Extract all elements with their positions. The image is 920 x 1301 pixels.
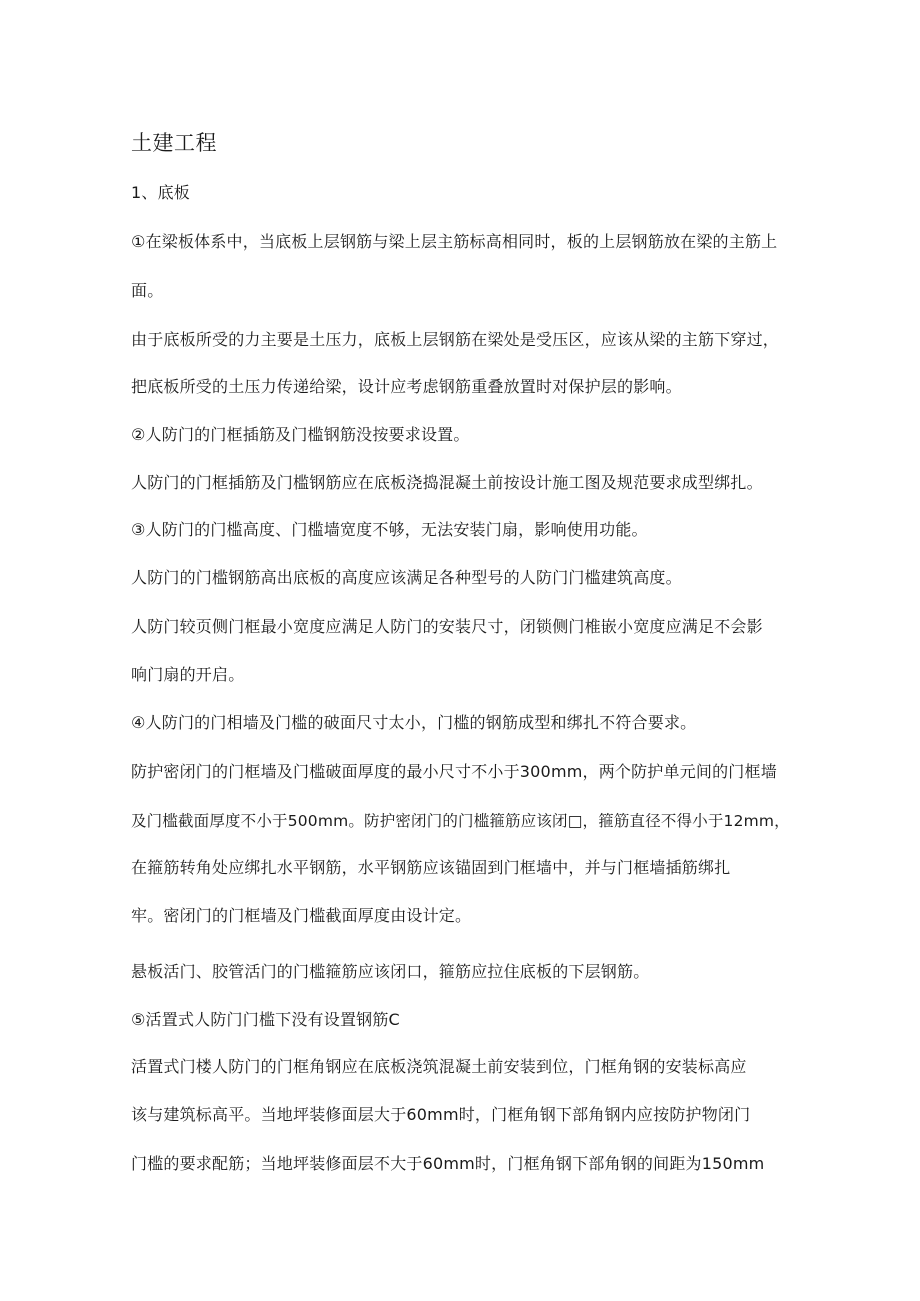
paragraph-line: 防护密闭门的门框墙及门槛破面厚度的最小尺寸不小于300mm，两个防护单元间的门框墙 [131,762,777,781]
item-heading: ④人防门的门相墙及门槛的破面尺寸太小，门槛的钢筋成型和绑扎不符合要求。 [131,713,697,732]
paragraph-line: 在箍筋转角处应绑扎水平钢筋，水平钢筋应该锚固到门框墙中，并与门框墙插筋绑扎 [131,858,731,877]
paragraph-line: 面。 [131,281,164,300]
paragraph-line: 人防门的门槛钢筋高出底板的高度应该满足各种型号的人防门门槛建筑高度。 [131,568,682,587]
paragraph-line: 牢。密闭门的门框墙及门槛截面厚度由设计定。 [131,906,472,925]
item-heading: ③人防门的门槛高度、门槛墙宽度不够，无法安装门扇，影响使用功能。 [131,520,648,539]
paragraph-line: 门槛的要求配筋；当地坪装修面层不大于60mm时，门框角钢下部角钢的间距为150mm [131,1154,765,1173]
paragraph-line: 响门扇的开启。 [131,665,245,684]
document-title: 土建工程 [131,131,217,155]
paragraph-line: ①在梁板体系中，当底板上层钢筋与梁上层主筋标高相同时，板的上层钢筋放在梁的主筋上 [131,232,778,251]
paragraph-line: 把底板所受的土压力传递给梁，设计应考虑钢筋重叠放置时对保护层的影响。 [131,377,682,396]
item-heading: ②人防门的门框插筋及门槛钢筋没按要求设置。 [131,425,470,444]
section-heading: 1、底板 [131,183,190,202]
paragraph-line: 活置式门楼人防门的门框角钢应在底板浇筑混凝土前安装到位，门框角钢的安装标高应 [131,1057,747,1076]
paragraph-line: 由于底板所受的力主要是土压力，底板上层钢筋在梁处是受压区，应该从梁的主筋下穿过， [131,330,780,349]
paragraph-line: 人防门较页侧门框最小宽度应满足人防门的安装尺寸，闭锁侧门椎嵌小宽度应满足不会影 [131,617,763,636]
paragraph-line: 及门槛截面厚度不小于500mm。防护密闭门的门槛箍筋应该闭□，箍筋直径不得小于12mm， [131,812,790,830]
paragraph-line: 该与建筑标高平。当地坪装修面层大于60mm时，门框角钢下部角钢内应按防护物闭门 [131,1105,751,1124]
paragraph-line: 悬板活门、胶管活门的门槛箍筋应该闭口，箍筋应拉住底板的下层钢筋。 [131,962,650,981]
paragraph-line: 人防门的门框插筋及门槛钢筋应在底板浇捣混凝土前按设计施工图及规范要求成型绑扎。 [131,473,763,492]
item-heading: ⑤活置式人防门门槛下没有设置钢筋C [131,1010,400,1029]
